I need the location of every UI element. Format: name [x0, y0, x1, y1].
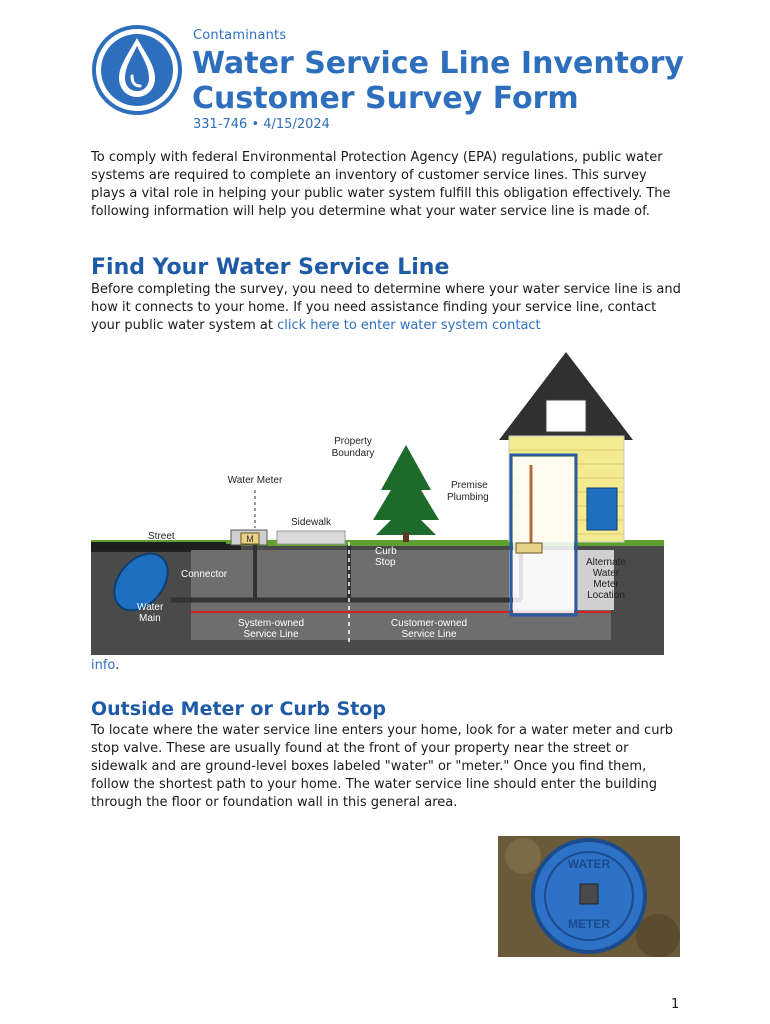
label-system-owned-1: System-owned [237, 618, 305, 629]
category-label: Contaminants [193, 28, 287, 43]
house-window [546, 400, 586, 432]
water-system-contact-link-tail[interactable]: info [91, 658, 116, 673]
page-title [192, 46, 684, 116]
label-premise-1: Premise [451, 480, 488, 491]
section-heading-outside-meter: Outside Meter or Curb Stop [91, 698, 386, 720]
find-line-text: Before completing the survey, you need to determine where your water service line is and how it connects to your home. If you need assistance finding your service line, contact your public water system at [91, 282, 681, 333]
label-water-main-1: Water [137, 602, 164, 613]
label-street: Street [148, 531, 175, 542]
label-property-boundary-2: Boundary [331, 448, 375, 459]
logo [91, 24, 183, 116]
label-curb-2: Stop [375, 557, 396, 568]
label-customer-owned-1: Customer-owned [390, 618, 468, 629]
section-heading-find-line: Find Your Water Service Line [91, 255, 450, 280]
page-number: 1 [671, 997, 680, 1012]
label-water-meter: Water Meter [227, 475, 283, 486]
label-sidewalk: Sidewalk [290, 517, 332, 528]
house-door [587, 488, 617, 530]
title-line-2: Customer Survey Form [192, 81, 579, 116]
meter-box-label: M [246, 534, 254, 544]
title-line-1: Water Service Line Inventory [192, 46, 684, 81]
label-system-owned-2: Service Line [243, 629, 299, 640]
label-alternate-1: Alternate [585, 557, 627, 568]
label-water-main-2: Main [139, 613, 161, 624]
label-property-boundary-1: Property [334, 436, 372, 447]
water-drop-icon [91, 24, 183, 116]
sidewalk-slab [277, 531, 345, 544]
label-alternate-2: Water [592, 568, 620, 579]
outside-meter-paragraph: To locate where the water service line enters your home, look for a water meter and curb stop valve. These are usually found at the front of your property near the street or sidewalk and are ground-level boxes labeled "water" or "meter." Once you find them, follow the shortest path to your home. The water service line should enter the building through the floor or foundation wall in this general area. [91, 723, 674, 810]
label-alternate-4: Location [587, 590, 625, 601]
document-meta: 331-746 • 4/15/2024 [193, 117, 330, 132]
service-line-diagram [91, 350, 664, 655]
label-connector: Connector [181, 569, 228, 580]
lid-label-bottom: METER [568, 917, 610, 931]
find-line-paragraph [91, 281, 681, 335]
tree [373, 445, 439, 535]
street-surface [91, 542, 226, 550]
water-meter-cover-photo [498, 836, 680, 957]
lid-label-top: WATER [567, 857, 611, 871]
label-alternate-3: Meter [593, 579, 619, 590]
label-curb-1: Curb [375, 546, 397, 557]
intro-paragraph: To comply with federal Environmental Protection Agency (EPA) regulations, public water systems are required to complete an inventory of customer service lines. This survey plays a vital role in helping your public water system fulfill this obligation effectively. The following information will help you determine what your water service line is made of. [91, 150, 671, 219]
water-system-contact-link[interactable]: click here to enter water system contact [277, 318, 541, 333]
label-premise-2: Plumbing [447, 492, 489, 503]
label-customer-owned-2: Service Line [401, 629, 457, 640]
link-continuation-paragraph [91, 657, 681, 675]
link-period: . [115, 658, 120, 673]
